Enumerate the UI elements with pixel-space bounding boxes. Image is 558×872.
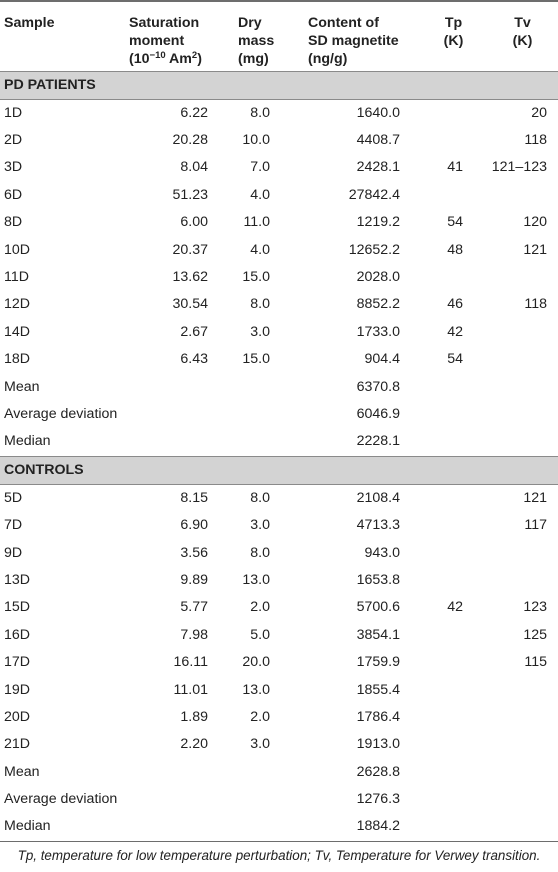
cell-saturation: 6.90 xyxy=(180,517,208,534)
cell-content: 2228.1 xyxy=(356,433,400,450)
cell-sample: 20D xyxy=(4,708,31,725)
cell-tv xyxy=(487,373,558,400)
header-saturation: Saturation moment ($10^{-10}$ Am$^2$) xyxy=(129,15,202,67)
cell-tp: 42 xyxy=(447,599,463,616)
cell-content: 2628.8 xyxy=(356,763,400,780)
section-title: PD PATIENTS xyxy=(0,71,558,99)
cell-saturation: 2.20 xyxy=(180,736,208,753)
cell-tp xyxy=(420,539,487,566)
cell-dry-mass: 3.0 xyxy=(250,517,270,534)
cell-sample: 2D xyxy=(4,132,23,149)
header-dry-mass: Dry mass (mg) xyxy=(238,15,275,67)
cell-sample: Median xyxy=(0,813,129,841)
cell-sample: 12D xyxy=(4,296,31,313)
cell-content: 1855.4 xyxy=(356,681,400,698)
cell-content: 1884.2 xyxy=(308,813,420,841)
cell-content: 4408.7 xyxy=(356,132,400,149)
section-row xyxy=(0,456,558,484)
cell-tp: 48 xyxy=(447,241,463,258)
cell-dry-mass xyxy=(238,373,308,400)
cell-content: 1786.4 xyxy=(356,708,400,725)
cell-saturation: 8.04 xyxy=(180,159,208,176)
cell-tp: 46 xyxy=(447,296,463,313)
table-row xyxy=(0,209,558,236)
cell-tp xyxy=(420,731,487,758)
header-tv: Tv (K) xyxy=(512,15,533,49)
cell-content: 1913.0 xyxy=(356,736,400,753)
cell-tp xyxy=(420,127,487,154)
cell-content: 2428.1 xyxy=(356,159,400,176)
cell-sample: 6D xyxy=(4,186,23,203)
cell-sample: Average deviation xyxy=(4,405,118,422)
cell-tp xyxy=(420,786,487,813)
cell-content: 6046.9 xyxy=(356,405,400,422)
cell-tp xyxy=(420,264,487,291)
cell-content: 27842.4 xyxy=(348,186,400,203)
cell-tp xyxy=(420,401,487,428)
cell-saturation xyxy=(129,786,238,813)
cell-tp xyxy=(420,99,487,127)
cell-saturation: 9.89 xyxy=(180,571,208,588)
cell-content: 5700.6 xyxy=(356,599,400,616)
cell-dry-mass: 3.0 xyxy=(250,323,270,340)
table-row xyxy=(0,236,558,263)
cell-sample: 10D xyxy=(4,241,31,258)
cell-tv xyxy=(487,182,558,209)
cell-saturation: 6.22 xyxy=(180,104,208,121)
cell-dry-mass: 8.0 xyxy=(250,489,270,506)
cell-sample: Mean xyxy=(4,763,40,780)
cell-tp xyxy=(420,373,487,400)
cell-sample: 14D xyxy=(4,323,31,340)
cell-tp: 42 xyxy=(447,323,463,340)
cell-dry-mass: 4.0 xyxy=(250,186,270,203)
cell-tv: 120 xyxy=(523,214,547,231)
cell-content: 904.4 xyxy=(364,351,400,368)
cell-tv xyxy=(487,813,558,841)
cell-tv xyxy=(487,567,558,594)
table-row xyxy=(0,428,558,456)
cell-dry-mass: 8.0 xyxy=(250,104,270,121)
cell-tp xyxy=(420,676,487,703)
table-row xyxy=(0,758,558,785)
cell-tv xyxy=(487,428,558,456)
table-row xyxy=(0,813,558,841)
cell-tv: 121–123 xyxy=(491,159,547,176)
table-row xyxy=(0,567,558,594)
table-row xyxy=(0,346,558,373)
table-row xyxy=(0,264,558,291)
cell-dry-mass: 11.0 xyxy=(243,214,270,231)
cell-tp xyxy=(420,512,487,539)
cell-sample: 15D xyxy=(4,599,31,616)
cell-content: 1759.9 xyxy=(356,654,400,671)
cell-tp xyxy=(420,567,487,594)
cell-dry-mass xyxy=(238,401,308,428)
cell-sample: 11D xyxy=(4,269,29,286)
cell-dry-mass: 7.0 xyxy=(250,159,270,176)
cell-tv xyxy=(487,704,558,731)
cell-dry-mass xyxy=(238,786,308,813)
cell-tv: 117 xyxy=(524,517,547,534)
cell-tv xyxy=(487,264,558,291)
cell-sample: 8D xyxy=(4,214,23,231)
cell-saturation: 5.77 xyxy=(180,599,208,616)
cell-sample: 18D xyxy=(4,351,31,368)
cell-dry-mass: 10.0 xyxy=(242,132,270,149)
cell-saturation: 8.15 xyxy=(180,489,208,506)
cell-dry-mass: 2.0 xyxy=(250,708,270,725)
cell-sample: 16D xyxy=(4,626,31,643)
cell-dry-mass: 4.0 xyxy=(250,241,270,258)
cell-saturation: 6.00 xyxy=(180,214,208,231)
cell-content: 12652.2 xyxy=(348,241,400,258)
cell-tv: 125 xyxy=(523,626,547,643)
cell-saturation: 1.89 xyxy=(180,708,208,725)
cell-dry-mass xyxy=(238,758,308,785)
cell-tv: 118 xyxy=(524,132,547,149)
cell-dry-mass: 15.0 xyxy=(242,269,270,286)
cell-content: 1640.0 xyxy=(356,104,400,121)
cell-content: 2028.0 xyxy=(356,269,400,286)
cell-tp xyxy=(420,182,487,209)
cell-sample: 13D xyxy=(4,571,31,588)
cell-content: 2108.4 xyxy=(356,489,400,506)
cell-dry-mass: 15.0 xyxy=(242,351,270,368)
header-row xyxy=(0,1,558,71)
cell-dry-mass: 13.0 xyxy=(242,681,270,698)
cell-content: 1653.8 xyxy=(356,571,400,588)
cell-saturation: 51.23 xyxy=(172,186,208,203)
table-row xyxy=(0,649,558,676)
cell-dry-mass xyxy=(238,428,308,456)
cell-saturation xyxy=(129,428,238,456)
cell-content: 1219.2 xyxy=(356,214,400,231)
cell-content: 1276.3 xyxy=(356,791,400,808)
table-row xyxy=(0,731,558,758)
cell-content: 1733.0 xyxy=(356,323,400,340)
section-title: CONTROLS xyxy=(0,456,558,484)
cell-tp xyxy=(420,649,487,676)
cell-saturation: 20.37 xyxy=(172,241,208,258)
cell-saturation xyxy=(129,758,238,785)
cell-tv: 115 xyxy=(524,654,547,671)
cell-tp xyxy=(420,758,487,785)
cell-tp: 41 xyxy=(447,159,463,176)
table-row xyxy=(0,512,558,539)
cell-saturation xyxy=(129,813,238,841)
cell-tv: 121 xyxy=(523,241,547,258)
cell-sample: Average deviation xyxy=(4,791,118,808)
cell-sample: Median xyxy=(4,433,51,450)
cell-sample: 1D xyxy=(4,104,23,121)
cell-tv xyxy=(487,346,558,373)
cell-saturation: 7.98 xyxy=(180,626,208,643)
cell-sample: Mean xyxy=(4,378,40,395)
table-row xyxy=(0,539,558,566)
cell-tv xyxy=(487,319,558,346)
cell-sample: 5D xyxy=(4,489,23,506)
section-row xyxy=(0,71,558,99)
header-sample: Sample xyxy=(4,15,55,31)
table-row xyxy=(0,622,558,649)
cell-saturation: 3.56 xyxy=(180,544,208,561)
cell-content: 943.0 xyxy=(364,544,400,561)
table-row xyxy=(0,127,558,154)
table-row xyxy=(0,594,558,621)
table-row xyxy=(0,182,558,209)
cell-tp xyxy=(420,622,487,649)
cell-tv: 121 xyxy=(523,489,547,506)
cell-saturation xyxy=(129,373,238,400)
cell-saturation: 16.11 xyxy=(173,654,208,671)
cell-content: 4713.3 xyxy=(356,517,400,534)
cell-tp: 54 xyxy=(447,351,463,368)
cell-saturation: 20.28 xyxy=(172,132,208,149)
cell-dry-mass: 5.0 xyxy=(250,626,270,643)
cell-content: 6370.8 xyxy=(356,378,400,395)
table-row xyxy=(0,291,558,318)
cell-dry-mass: 8.0 xyxy=(250,544,270,561)
table-row xyxy=(0,786,558,813)
cell-saturation: 6.43 xyxy=(180,351,208,368)
cell-saturation: 11.01 xyxy=(173,681,208,698)
cell-saturation: 2.67 xyxy=(180,323,208,340)
table-row xyxy=(0,154,558,181)
cell-tp xyxy=(420,484,487,512)
cell-saturation: 30.54 xyxy=(172,296,208,313)
cell-sample: 19D xyxy=(4,681,31,698)
cell-tp xyxy=(420,813,487,841)
header-tp: Tp (K) xyxy=(443,15,464,49)
cell-dry-mass: 2.0 xyxy=(250,599,270,616)
cell-tv: 118 xyxy=(524,296,547,313)
cell-dry-mass xyxy=(238,813,308,841)
table-footnote: Tp, temperature for low temperature perturbation; Tv, Temperature for Verwey transition. xyxy=(17,848,541,863)
cell-sample: 3D xyxy=(4,159,23,176)
table-row xyxy=(0,319,558,346)
cell-dry-mass: 8.0 xyxy=(250,296,270,313)
cell-dry-mass: 3.0 xyxy=(250,736,270,753)
cell-tv xyxy=(487,539,558,566)
header-content: Content of SD magnetite (ng/g) xyxy=(308,15,399,67)
cell-tv xyxy=(487,401,558,428)
cell-tv xyxy=(487,758,558,785)
table-body xyxy=(0,71,558,841)
cell-content: 8852.2 xyxy=(356,296,400,313)
cell-dry-mass: 13.0 xyxy=(242,571,270,588)
cell-sample: 9D xyxy=(4,544,23,561)
table-row xyxy=(0,676,558,703)
cell-tv xyxy=(487,676,558,703)
cell-tv: 123 xyxy=(523,599,547,616)
cell-sample: 21D xyxy=(4,736,31,753)
cell-tp: 54 xyxy=(447,214,463,231)
table-row xyxy=(0,401,558,428)
cell-tv xyxy=(487,731,558,758)
cell-tp xyxy=(420,428,487,456)
cell-tv xyxy=(487,786,558,813)
table-header xyxy=(0,1,558,71)
cell-sample: 17D xyxy=(4,654,31,671)
table-row xyxy=(0,484,558,512)
cell-tp xyxy=(420,704,487,731)
cell-dry-mass: 20.0 xyxy=(242,654,270,671)
table-row xyxy=(0,99,558,127)
cell-saturation: 13.62 xyxy=(172,269,208,286)
table-row xyxy=(0,704,558,731)
table-row xyxy=(0,373,558,400)
cell-saturation xyxy=(129,401,238,428)
cell-sample: 7D xyxy=(4,517,23,534)
cell-content: 3854.1 xyxy=(356,626,400,643)
cell-tv: 20 xyxy=(531,104,547,121)
